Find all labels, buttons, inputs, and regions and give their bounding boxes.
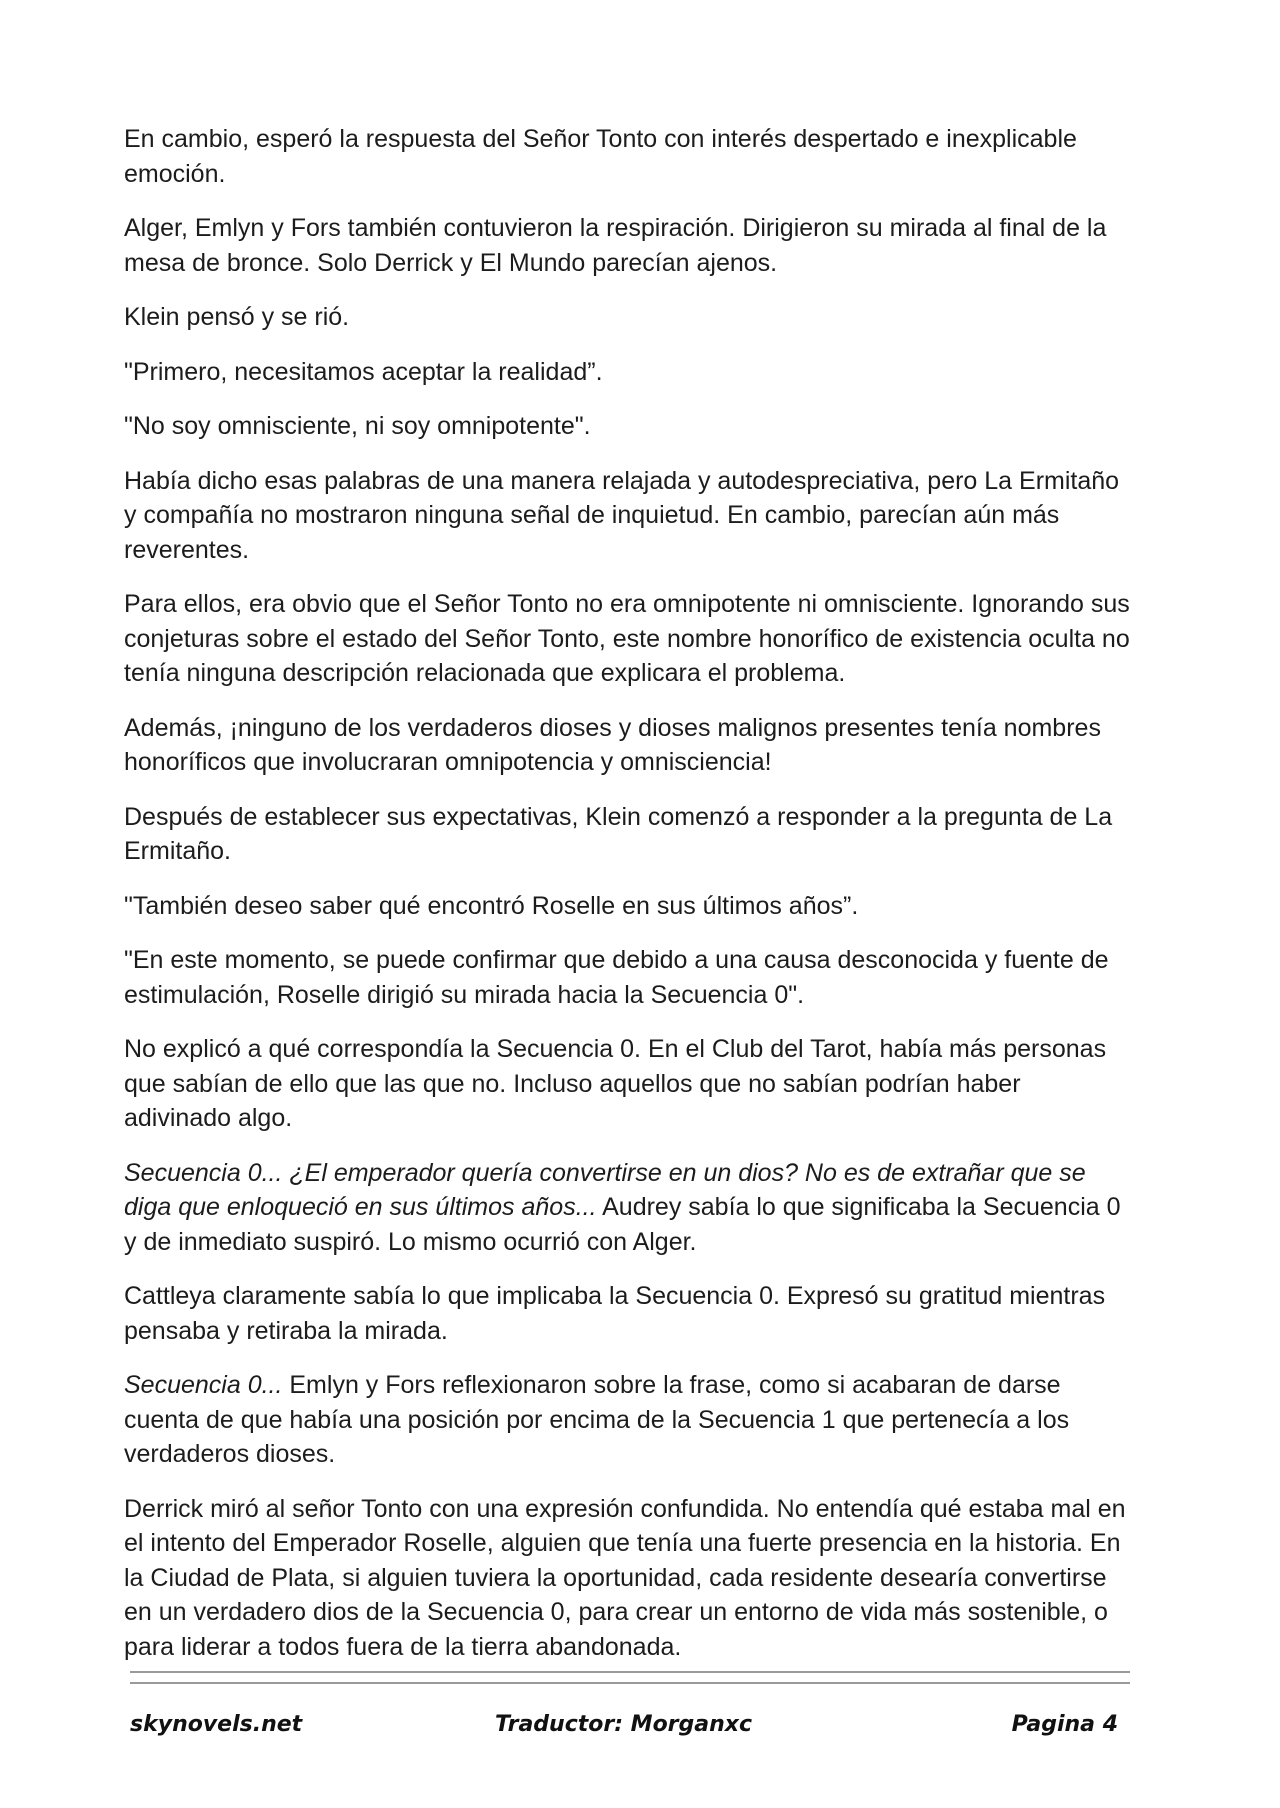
text-run: Audrey sabía lo que significaba la Secuencia 0 y de inmediato suspiró. Lo mismo ocurrió con Alger. — [124, 1193, 1121, 1256]
paragraph — [124, 122, 1134, 191]
page-footer — [130, 1712, 1130, 1752]
italic-text: Secuencia 0... ¿El emperador quería convertirse en un dios? No es de extrañar que se diga que enloqueció en sus últimos años... — [124, 1158, 1086, 1221]
paragraph — [124, 943, 1134, 1012]
text-run: "En este momento, se puede confirmar que debido a una causa desconocida y fuente de estimulación, Roselle dirigió su mirada hacia la Secuencia 0". — [124, 946, 1109, 1009]
text-run: Había dicho esas palabras de una manera relajada y autodespreciativa, pero La Ermitaño y compañía no mostraron ninguna señal de inquietud. En cambio, parecían aún más reverentes. — [124, 466, 1120, 564]
footer-divider-top — [130, 1671, 1130, 1673]
text-run: Para ellos, era obvio que el Señor Tonto no era omnipotente ni omnisciente. Ignorando sus conjeturas sobre el estado del Señor Tonto, este nombre honorífico de existencia oculta no tenía ninguna descripción relacionada que explicara el problema. — [124, 590, 1130, 687]
paragraph — [124, 800, 1134, 869]
paragraph — [124, 409, 1134, 444]
text-run: Además, ¡ninguno de los verdaderos dioses y dioses malignos presentes tenía nombres honoríficos que involucraran omnipotencia y omnisciencia! — [124, 713, 1101, 776]
text-run: En cambio, esperó la respuesta del Señor Tonto con interés despertado e inexplicable emoción. — [124, 125, 1077, 188]
paragraph — [124, 464, 1134, 568]
footer-divider-bottom — [130, 1682, 1130, 1684]
text-run: Derrick miró al señor Tonto con una expresión confundida. No entendía qué estaba mal en el intento del Emperador Roselle, alguien que tenía una fuerte presencia en la historia. En la Ciudad de Plata, si alguien tuviera la oportunidad, cada residente desearía convertirse en un verdadero dios de la Secuencia 0, para crear un entorno de vida más sostenible, o para liderar a todos fuera de la tierra abandonada. — [124, 1494, 1126, 1661]
text-run: Emlyn y Fors reflexionaron sobre la frase, como si acabaran de darse cuenta de que había una posición por encima de la Secuencia 1 que pertenecía a los verdaderos dioses. — [124, 1371, 1070, 1468]
paragraph — [124, 211, 1134, 280]
paragraph — [124, 355, 1134, 390]
footer-site: skynovels.net — [130, 1712, 303, 1737]
paragraph — [124, 1032, 1134, 1136]
paragraph — [124, 587, 1134, 691]
paragraph — [124, 1368, 1134, 1472]
paragraph — [124, 1156, 1134, 1260]
footer-page-number: Pagina 4 — [1011, 1712, 1118, 1737]
text-run: Alger, Emlyn y Fors también contuvieron la respiración. Dirigieron su mirada al final de la mesa de bronce. Solo Derrick y El Mundo parecían ajenos. — [124, 214, 1107, 277]
body-text — [124, 122, 1134, 1684]
paragraph — [124, 889, 1134, 924]
paragraph — [124, 1492, 1134, 1665]
footer-translator: Traductor: Morganxc — [495, 1712, 753, 1737]
italic-text: Secuencia 0... — [124, 1371, 283, 1399]
text-run: "No soy omnisciente, ni soy omnipotente". — [124, 412, 591, 440]
paragraph — [124, 1279, 1134, 1348]
text-run: Después de establecer sus expectativas, Klein comenzó a responder a la pregunta de La Ermitaño. — [124, 802, 1113, 865]
paragraph — [124, 300, 1134, 335]
text-run: "También deseo saber qué encontró Roselle en sus últimos años”. — [124, 891, 859, 920]
text-run: Cattleya claramente sabía lo que implicaba la Secuencia 0. Expresó su gratitud mientras pensaba y retiraba la mirada. — [124, 1282, 1106, 1345]
text-run: Klein pensó y se rió. — [124, 303, 350, 331]
text-run: No explicó a qué correspondía la Secuencia 0. En el Club del Tarot, había más personas que sabían de ello que las que no. Incluso aquellos que no sabían podrían haber adivinado algo. — [124, 1035, 1107, 1132]
text-run: "Primero, necesitamos aceptar la realidad”. — [124, 357, 603, 386]
paragraph — [124, 711, 1134, 780]
